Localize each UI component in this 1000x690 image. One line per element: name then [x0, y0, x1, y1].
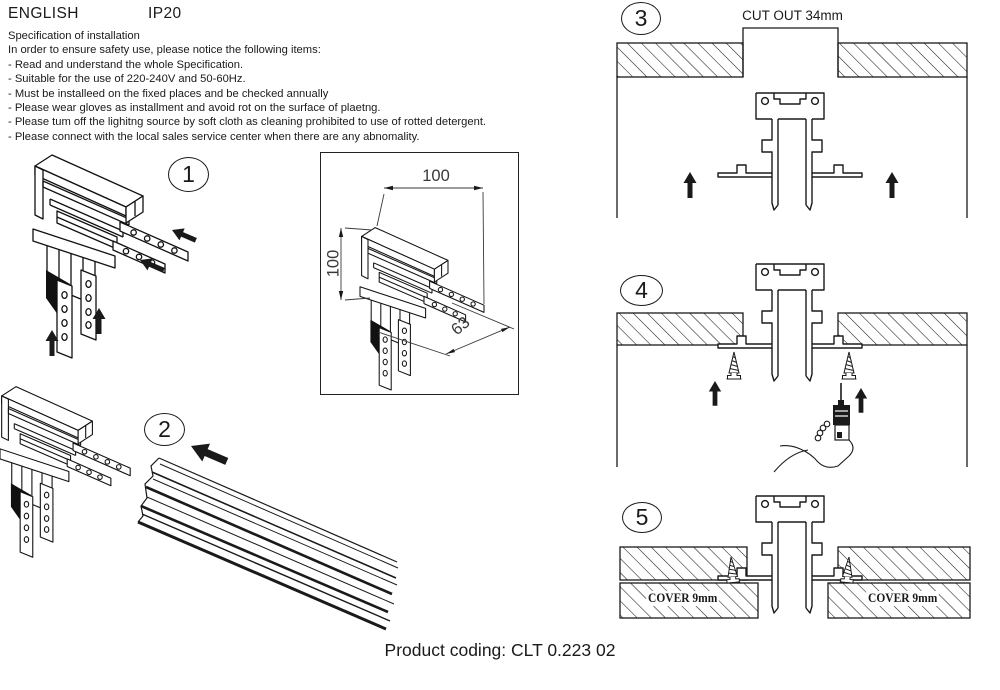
- dim-width-label: 100: [422, 167, 450, 185]
- screw-left: [727, 352, 742, 379]
- spec-title: Specification of installation: [8, 30, 140, 42]
- ceiling-bands: [617, 43, 967, 77]
- track-profile-length: [138, 458, 398, 629]
- push-up-arrow-left: [684, 172, 697, 198]
- step-4-badge: 4: [620, 275, 663, 306]
- spec-item: - Suitable for the use of 220-240V and 50-60Hz.: [8, 73, 246, 86]
- step-3-badge: 3: [621, 2, 661, 35]
- track-cross-section: [718, 93, 862, 210]
- figure-step2-track-insertion: [0, 380, 480, 660]
- wall-edges: [617, 345, 967, 467]
- spec-item: - Please wear gloves as installment and avoid rot on the surface of plaetng.: [8, 102, 381, 115]
- figure-step3-cutout: [612, 0, 984, 230]
- product-coding: Product coding: CLT 0.223 02: [384, 640, 616, 660]
- screw-right: [842, 352, 857, 379]
- step-5-badge: 5: [622, 502, 662, 533]
- ceiling-bands: [620, 547, 970, 580]
- ceiling-bands: [617, 313, 967, 345]
- spec-item: - Read and understand the whole Specification.: [8, 58, 244, 71]
- specification-block: [8, 29, 486, 144]
- spec-item: - Please connect with the local sales service center when there are any abnomality.: [8, 130, 420, 143]
- step-2-badge: 2: [144, 413, 185, 446]
- step-1-badge: 1: [168, 157, 209, 192]
- cutout-outline: [743, 28, 838, 77]
- figure-step5-cover: [612, 480, 984, 645]
- spec-intro: In order to ensure safety use, please notice the following items:: [8, 44, 321, 57]
- ip-rating: IP20: [148, 5, 182, 22]
- spec-item: - Must be installeed on the fixed places and be checked annually: [8, 87, 329, 100]
- dim-height-label: 100: [324, 249, 343, 278]
- push-up-arrow-right: [886, 172, 899, 198]
- page-language: ENGLISH: [8, 5, 79, 22]
- cutout-dimension-label: CUT OUT 34mm: [742, 8, 843, 23]
- slide-arrow: [187, 437, 231, 470]
- cover-thickness-label-left: COVER 9mm: [648, 591, 718, 605]
- up-arrow-right: [855, 388, 867, 413]
- figure-dimensions: [320, 152, 517, 393]
- spec-item: - Please tum off the lighitng source by soft cloth as cleaning prohibited to use of rotted detergent.: [8, 116, 487, 129]
- cover-thickness-label-right: COVER 9mm: [868, 591, 938, 605]
- figure-step4-fixing: [612, 250, 984, 478]
- dim-diagonal-label: 63: [447, 313, 474, 339]
- up-arrow-left: [709, 381, 721, 406]
- figure-step1-corner-connector: [0, 150, 250, 385]
- screwdriver-and-hand: [774, 383, 853, 472]
